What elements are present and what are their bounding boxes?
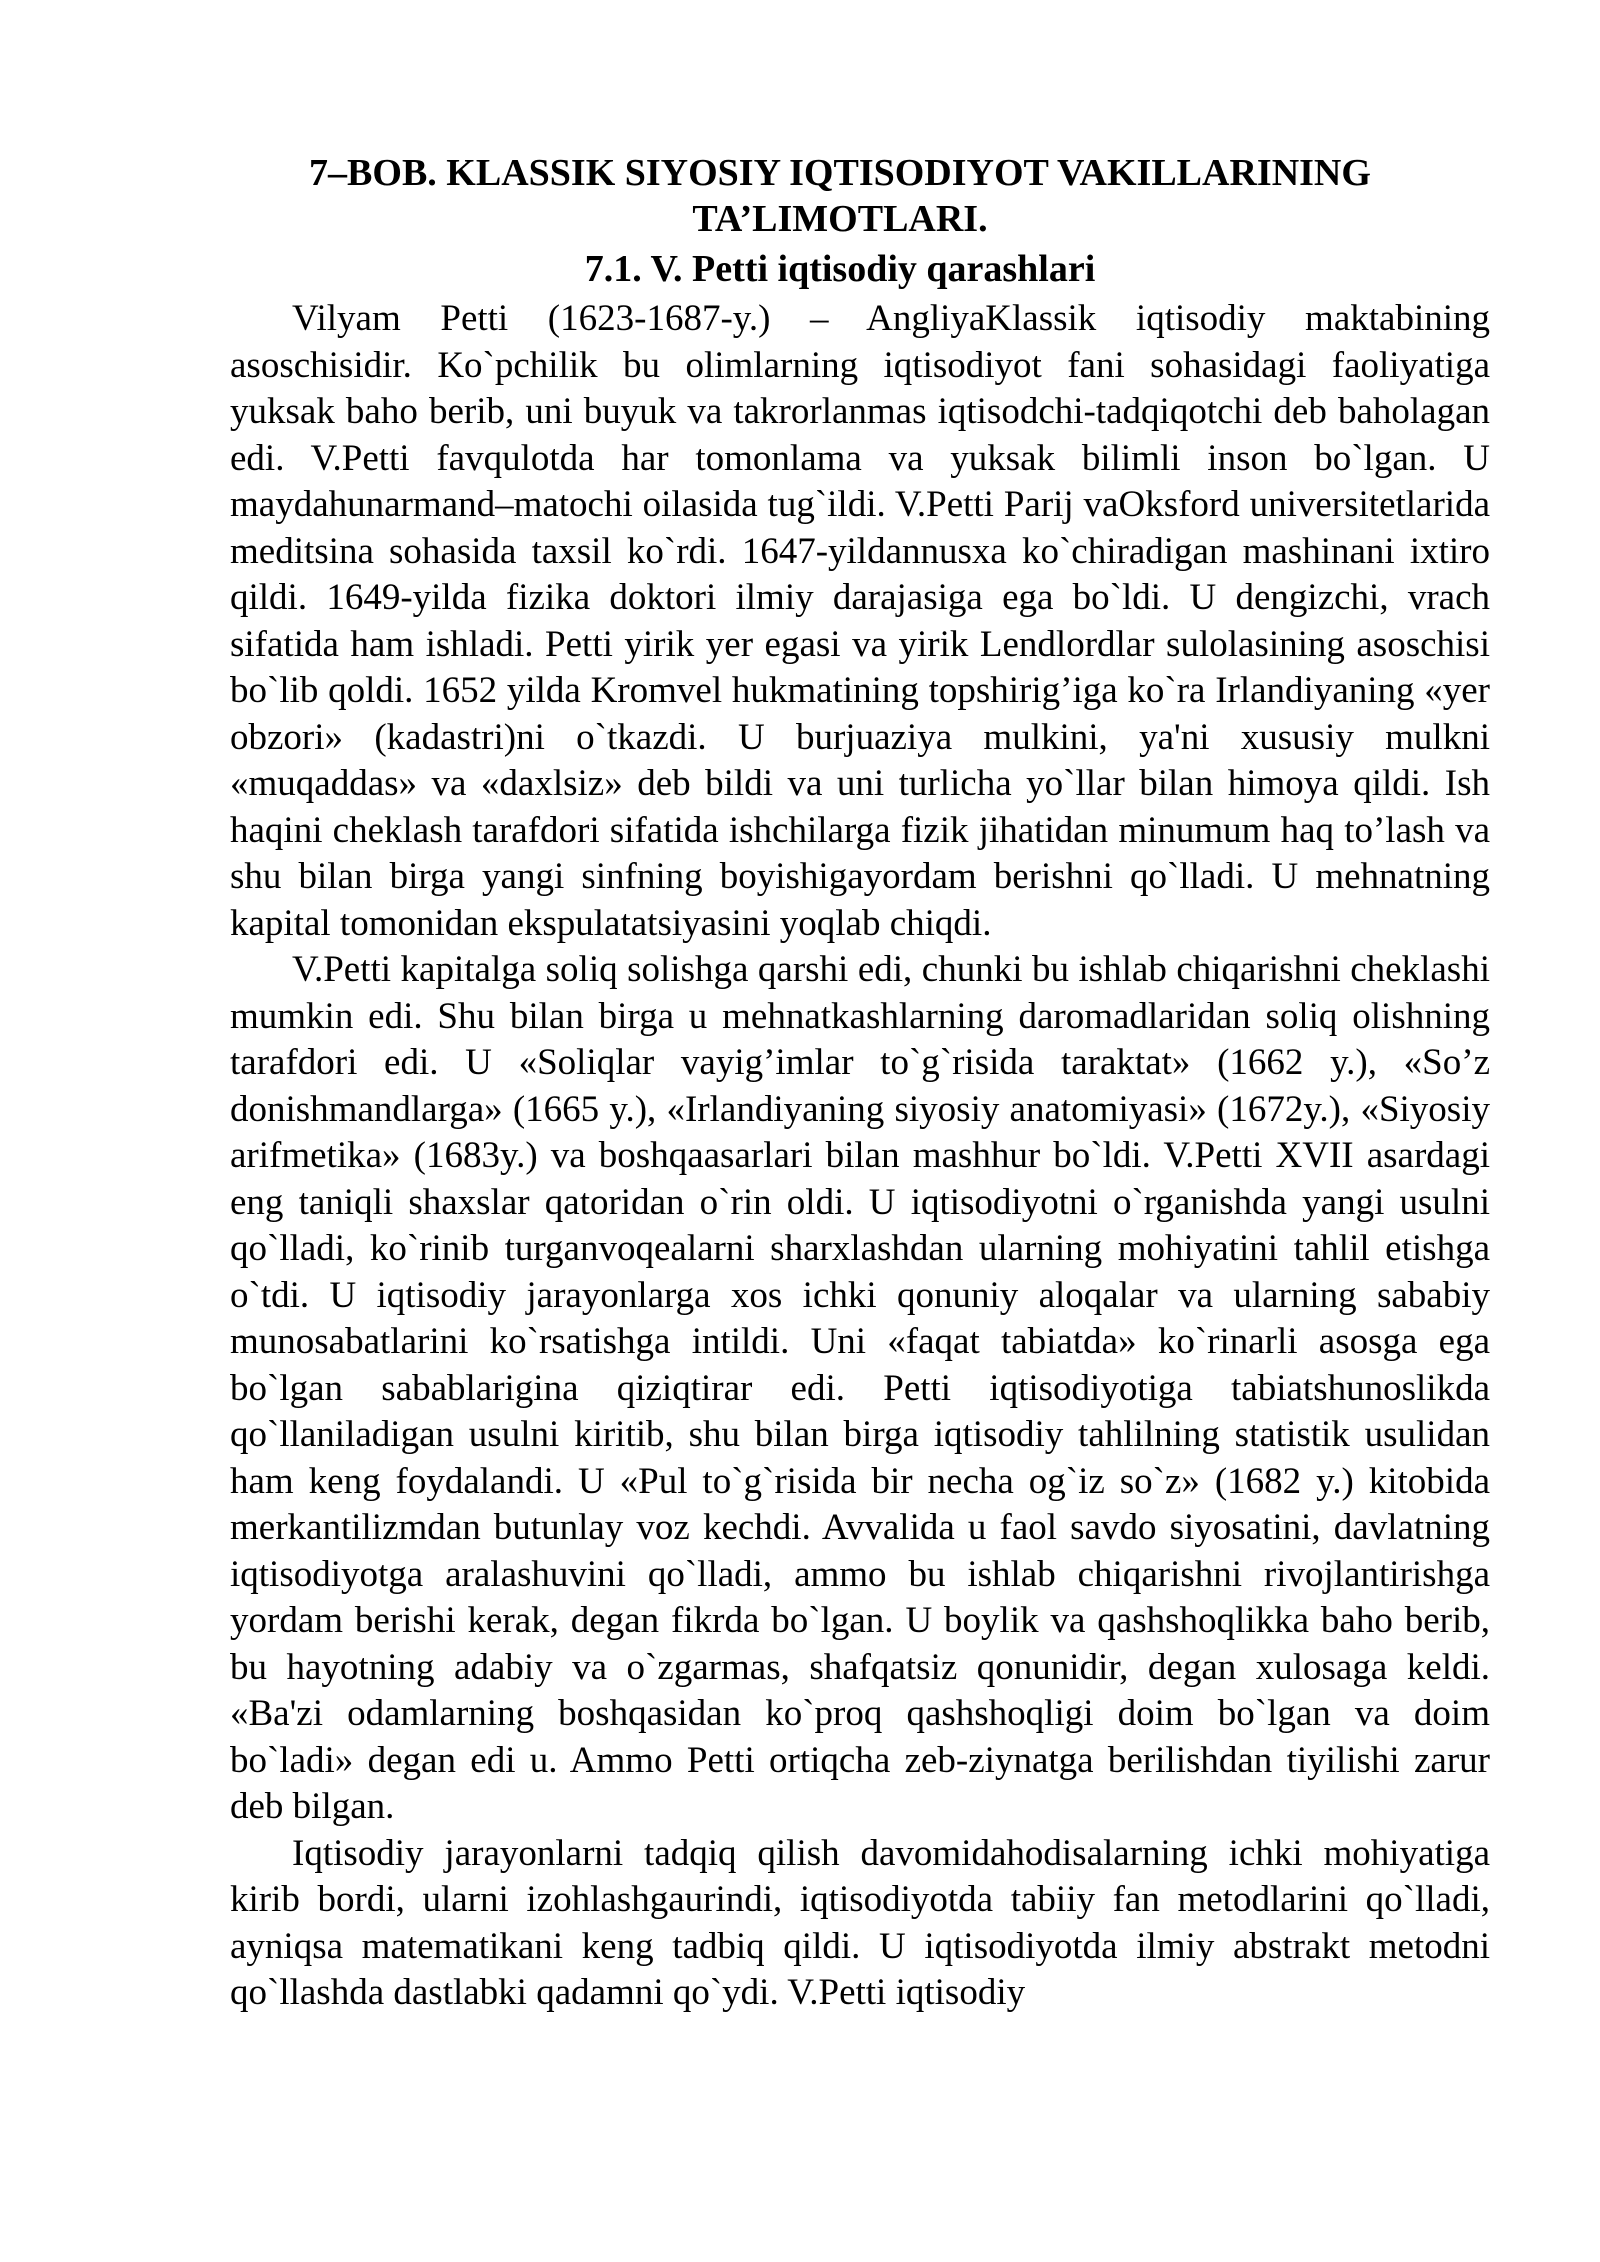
paragraph-2: V.Petti kapitalga soliq solishga qarshi edi, chunki bu ishlab chiqarishni cheklashi mumkin edi. Shu bilan birga u mehnatkashlarning daromadlaridan soliq olishning tarafdori edi. U «Soliqlar vayig’imlar to`g`risida taraktat» (1662 y.), «So’z donishmandlarga» (1665 y.), «Irlandiyaning siyosiy anatomiyasi» (1672y.), «Siyosiy arifmetika» (1683y.) va boshqaasarlari bilan mashhur bo`ldi. V.Petti XVII asardagi eng taniqli shaxslar qatoridan o`rin oldi. U iqtisodiyotni o`rganishda yangi usulni qo`lladi, ko`rinib turganvoqealarni sharxlashdan ularning mohiyatini tahlil etishga o`tdi. U iqtisodiy jarayonlarga xos ichki qonuniy aloqalar va ularning sababiy munosabatlarini ko`rsatishga intildi. Uni «faqat tabiatda» ko`rinarli asosga ega bo`lgan sabablarigina qiziqtirar edi. Petti iqtisodiyotiga tabiatshunoslikda qo`llaniladigan usulni kiritib, shu bilan birga iqtisodiy tahlilning statistik usulidan ham keng foydalandi. U «Pul to`g`risida bir necha og`iz so`z» (1682 y.) kitobida merkantilizmdan butunlay voz kechdi. Avvalida u faol savdo siyosatini, davlatning iqtisodiyotga aralashuvini qo`lladi, ammo bu ishlab chiqarishni rivojlantirishga yordam berishi kerak, degan fikrda bo`lgan. U boylik va qashshoqlikka baho berib, bu hayotning adabiy va o`zgarmas, shafqatsiz qonunidir, degan xulosaga keldi. «Ba'zi odamlarning boshqasidan ko`proq qashshoqligi doim bo`lgan va doim bo`ladi» degan edi u. Ammo Petti ortiqcha zeb-ziynatga berilishdan tiyilishi zarur deb bilgan. — [230, 949, 1490, 1827]
paragraph-3: Iqtisodiy jarayonlarni tadqiq qilish davomidahodisalarning ichki mohiyatiga kirib bordi, ularni izohlashgaurindi, iqtisodiyotda tabiiy fan metodlarini qo`lladi, ayniqsa matematikani keng tadbiq qildi. U iqtisodiyotda ilmiy abstrakt metodni qo`llashda dastlabki qadamni qo`ydi. V.Petti iqtisodiy — [230, 1832, 1490, 2013]
body-text — [230, 296, 1490, 2017]
section-title: 7.1. V. Petti iqtisodiy qarashlari — [584, 248, 1096, 290]
chapter-title: 7–BOB. KLASSIK SIYOSIY IQTISODIYOT VAKILLARINING TA’LIMOTLARI. — [309, 152, 1371, 240]
paragraph-1: Vilyam Petti (1623-1687-y.) – AngliyaKlassik iqtisodiy maktabining asoschisidir. Ko`pchilik bu olimlarning iqtisodiyot fani sohasidagi faoliyatiga yuksak baho berib, uni buyuk va takrorlanmas iqtisodchi-tadqiqotchi deb baholagan edi. V.Petti favqulotda har tomonlama va yuksak bilimli inson bo`lgan. U maydahunarmand–matochi oilasida tug`ildi. V.Petti Parij vaOksford universitetlarida meditsina sohasida taxsil ko`rdi. 1647-yildannusxa ko`chiradigan mashinani ixtiro qildi. 1649-yilda fizika doktori ilmiy darajasiga ega bo`ldi. U dengizchi, vrach sifatida ham ishladi. Petti yirik yer egasi va yirik Lendlordlar sulolasining asoschisi bo`lib qoldi. 1652 yilda Kromvel hukmatining topshirig’iga ko`ra Irlandiyaning «yer obzori» (kadastri)ni o`tkazdi. U burjuaziya mulkini, ya'ni xususiy mulkni «muqaddas» va «daxlsiz» deb bildi va uni turlicha yo`llar bilan himoya qildi. Ish haqini cheklash tarafdori sifatida ishchilarga fizik jihatidan minumum haq to’lash va shu bilan birga yangi sinfning boyishigayordam berishni qo`lladi. U mehnatning kapital tomonidan ekspulatatsiyasini yoqlab chiqdi. — [230, 298, 1490, 944]
